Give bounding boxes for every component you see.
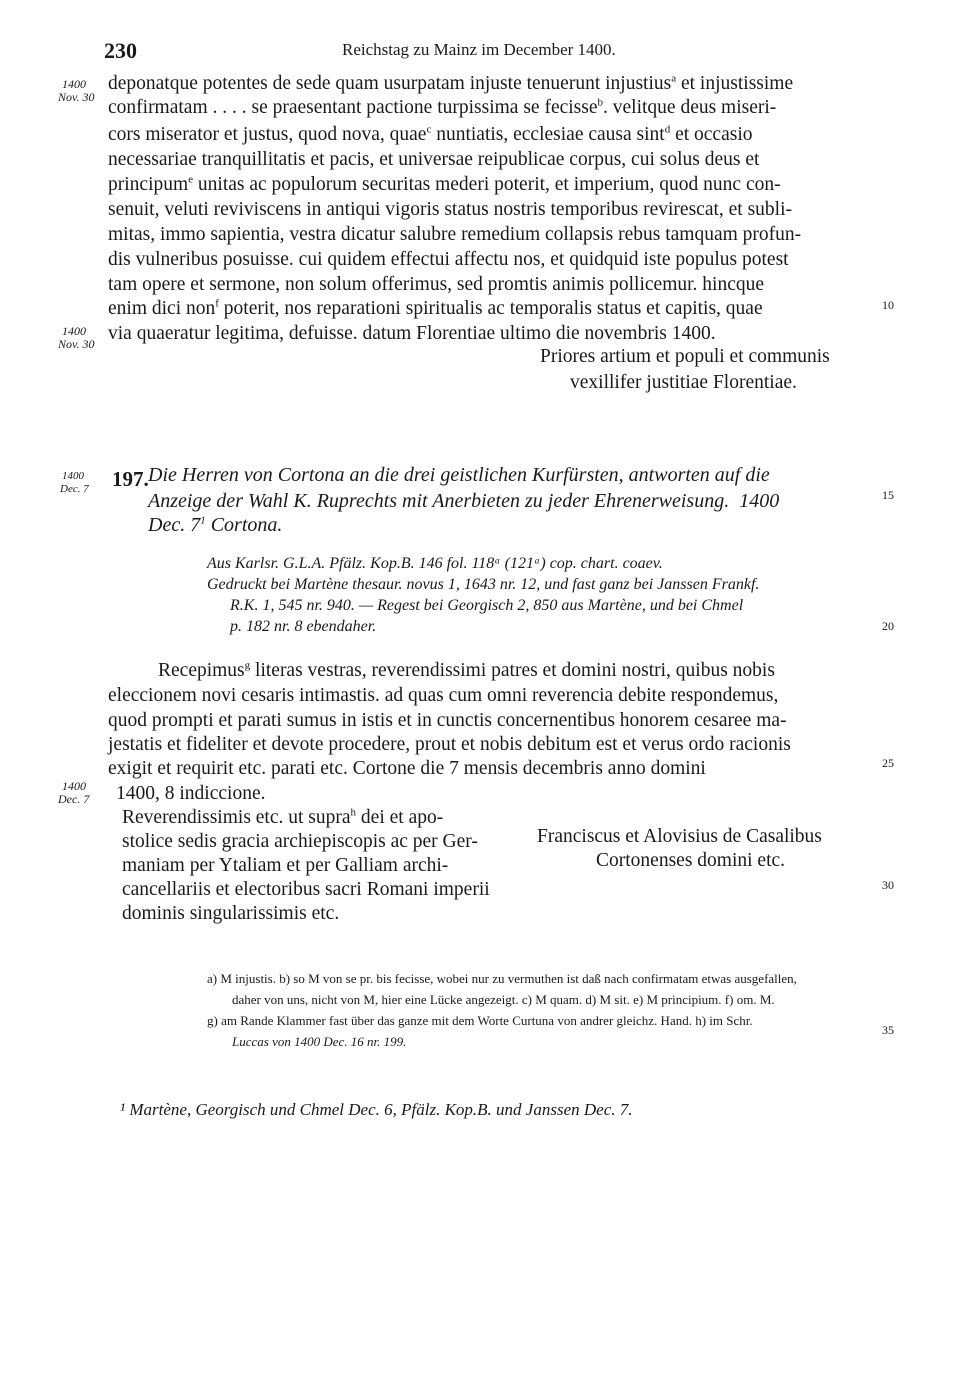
source-line: p. 182 nr. 8 ebendaher. <box>230 618 377 635</box>
signature-line: vexillifer justitiae Florentiae. <box>570 372 797 393</box>
text-line: exigit et requirit etc. parati etc. Cortone die 7 mensis decembris anno domini <box>108 758 706 779</box>
text-line: via quaeratur legitima, defuisse. datum Florentiae ultimo die novembris 1400. <box>108 323 716 344</box>
line-number-35: 35 <box>882 1023 894 1037</box>
sender-line: Franciscus et Alovisius de Casalibus <box>537 826 822 847</box>
margin-date-4 <box>58 779 90 806</box>
text-line: enim dici non$^f$ poterit, nos reparationi spiritualis ac temporalis status et capitis, quae <box>108 297 763 319</box>
source-line: Aus Karlsr. G.L.A. Pfälz. Kop.B. 146 fol. 118ᵃ (121ᵃ) cop. chart. coaev. <box>207 555 663 572</box>
text-line: 1400, 8 indiccione. <box>116 783 266 804</box>
margin-day: Nov. 30 <box>58 337 95 351</box>
footnote-line: Luccas von 1400 Dec. 16 nr. 199. <box>232 1034 407 1049</box>
text-line: deponatque potentes de sede quam usurpatam injuste tenuerunt injustius$^a$ et injustissime <box>108 72 794 94</box>
text-line: confirmatam . . . . se praesentant pactione turpissima se fecisse$^b$. velitque deus miseri- <box>108 96 777 118</box>
margin-year: 1400 <box>62 324 86 338</box>
address-line: maniam per Ytaliam et per Galliam archi- <box>122 855 449 876</box>
text-line: senuit, veluti reviviscens in antiqui vigoris status nostris temporibus revirescat, et subli- <box>108 199 793 220</box>
document-title: Dec. $7^1$ Cortona. <box>148 514 283 536</box>
text-line: jestatis et fideliter et devote procedere, prout et nobis debitum est et verus ordo racionis <box>108 734 791 755</box>
line-number-10: 10 <box>882 298 894 312</box>
footnote-line: a) M injustis. b) so M von se pr. bis fecisse, wobei nur zu vermuthen ist daß nach confirmatam etwas ausgefallen, <box>207 971 797 986</box>
margin-year: 1400 <box>62 779 86 793</box>
line-number-20: 20 <box>882 619 894 633</box>
margin-date-2 <box>58 324 95 351</box>
footnote-line: g) am Rande Klammer fast über das ganze mit dem Worte Curtuna von andrer gleichz. Hand. h) im Schr. <box>207 1013 753 1028</box>
source-line: Gedruckt bei Martène thesaur. novus 1, 1643 nr. 12, und fast ganz bei Janssen Frankf. <box>207 576 760 593</box>
source-line: R.K. 1, 545 nr. 940. — Regest bei Georgisch 2, 850 aus Martène, und bei Chmel <box>230 597 744 614</box>
text-line: mitas, immo sapientia, vestra dicatur salubre remedium collapsis rebus tamquam profun- <box>108 224 802 245</box>
margin-date-3 <box>62 470 89 496</box>
line-number-15: 15 <box>882 488 894 502</box>
page-number: 230 <box>104 38 137 63</box>
margin-year: 1400 <box>62 77 86 91</box>
text-line: tam opere et sermone, non solum offerimus, sed promtis animis pollicemur. hincque <box>108 274 765 295</box>
text-line: quod prompti et parati sumus in istis et in cunctis concernentibus honorem cesaree ma- <box>108 710 787 731</box>
running-title: Reichstag zu Mainz im December 1400. <box>342 40 616 59</box>
text-line: eleccionem novi cesaris intimastis. ad quas cum omni reverencia debite respondemus, <box>108 685 779 706</box>
margin-day: Dec. 7 <box>58 792 90 806</box>
line-number-30: 30 <box>882 878 894 892</box>
margin-day: Dec. 7 <box>60 483 89 495</box>
address-line: Reverendissimis etc. ut supra$^h$ dei et apo- <box>122 806 444 828</box>
line-number-25: 25 <box>882 756 894 770</box>
text-line: Recepimus$^g$ literas vestras, reverendissimi patres et domini nostri, quibus nobis <box>158 659 775 681</box>
address-line: stolice sedis gracia archiepiscopis ac per Ger- <box>122 831 478 852</box>
text-line: cors miserator et justus, quod nova, quae$^c$ nuntiatis, ecclesiae causa sint$^d$ et occasio <box>108 123 753 145</box>
sender-line: Cortonenses domini etc. <box>596 850 786 871</box>
margin-day: Nov. 30 <box>58 90 95 104</box>
footnote-line: daher von uns, nicht von M, hier eine Lücke angezeigt. c) M quam. d) M sit. e) M principium. f) om. M. <box>232 992 775 1007</box>
margin-date-1 <box>58 77 95 104</box>
text-line: principum$^e$ unitas ac populorum securitas mederi poterit, et imperium, quod nunc con- <box>108 173 781 195</box>
address-line: cancellariis et electoribus sacri Romani imperii <box>122 879 490 900</box>
text-line: dis vulneribus posuisse. cui quidem effectui affectu nos, et quidquid iste populus potest <box>108 249 789 270</box>
footnote-main: ¹ Martène, Georgisch und Chmel Dec. 6, Pfälz. Kop.B. und Janssen Dec. 7. <box>120 1100 633 1119</box>
document-title: Die Herren von Cortona an die drei geistlichen Kurfürsten, antworten auf die <box>148 464 770 486</box>
margin-year: 1400 <box>62 470 84 482</box>
address-line: dominis singularissimis etc. <box>122 903 340 924</box>
text-line: necessariae tranquillitatis et pacis, et universae reipublicae corpus, cui solus deus et <box>108 149 760 170</box>
document-number: 197. <box>112 467 149 491</box>
document-title: Anzeige der Wahl K. Ruprechts mit Anerbieten zu jeder Ehrenerweisung. 1400 <box>148 490 780 512</box>
signature-line: Priores artium et populi et communis <box>540 346 830 367</box>
